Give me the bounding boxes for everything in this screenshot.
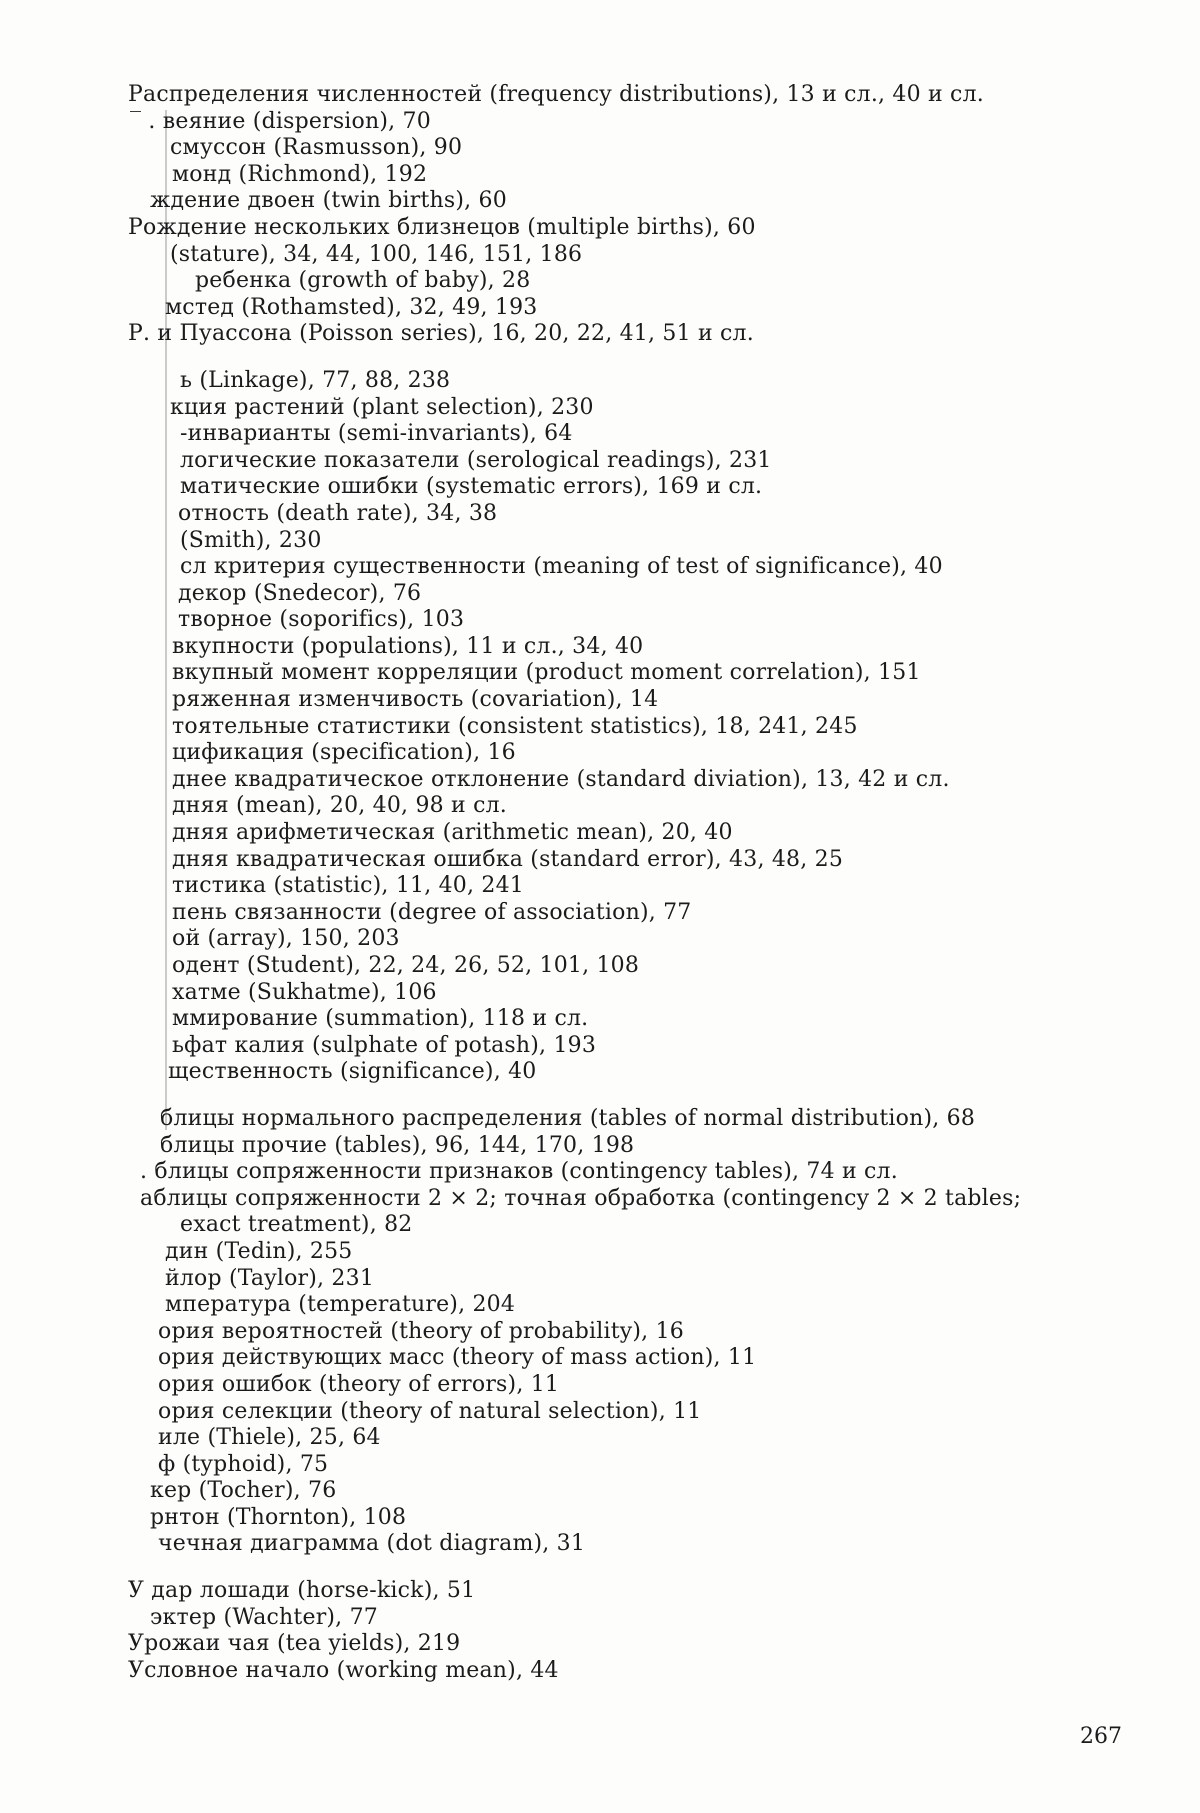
index-entry: одент (Student), 22, 24, 26, 52, 101, 108 xyxy=(172,953,640,978)
index-entry: пень связанности (degree of association), 77 xyxy=(172,899,692,925)
index-entry: цификация (specification), 16 xyxy=(172,740,516,766)
index-entry: У дар лошади (horse-kick), 51 xyxy=(128,1578,476,1604)
section-gap xyxy=(0,1558,1160,1578)
index-entry: монд (Richmond), 192 xyxy=(172,161,428,187)
section-gap xyxy=(0,1086,1160,1106)
index-entry: ой (array), 150, 203 xyxy=(172,926,400,952)
index-entry: сл критерия существенности (meaning of test of significance), 40 xyxy=(180,554,943,580)
index-entry: ория селекции (theory of natural selection), 11 xyxy=(158,1398,702,1424)
index-entry: тоятельные статистики (consistent statistics), 18, 241, 245 xyxy=(172,713,858,739)
index-entry: логические показатели (serological readings), 231 xyxy=(180,447,772,473)
index-entry: вкупный момент корреляции (product moment correlation), 151 xyxy=(172,660,921,686)
index-entry: блицы нормального распределения (tables of normal distribution), 68 xyxy=(160,1105,976,1131)
index-entry: эктер (Wachter), 77 xyxy=(150,1604,378,1630)
index-entry: ряженная изменчивость (covariation), 14 xyxy=(172,687,659,713)
index-entry: дняя арифметическая (arithmetic mean), 20, 40 xyxy=(172,820,733,846)
index-entry: рнтон (Thornton), 108 xyxy=(150,1504,407,1530)
page-number: 267 xyxy=(1080,1724,1122,1749)
index-entry: (stature), 34, 44, 100, 146, 151, 186 xyxy=(170,241,583,267)
index-entry: ория действующих масс (theory of mass action), 11 xyxy=(158,1345,757,1371)
index-entry: ь (Linkage), 77, 88, 238 xyxy=(180,367,451,393)
index-entry: йлор (Taylor), 231 xyxy=(165,1265,375,1291)
index-entry: дняя (mean), 20, 40, 98 и сл. xyxy=(172,793,507,819)
section-gap xyxy=(0,348,1160,368)
index-entry: вкупности (populations), 11 и сл., 34, 40 xyxy=(172,633,644,659)
index-entry: ммирование (summation), 118 и сл. xyxy=(172,1006,589,1032)
index-entry: Урожаи чая (tea yields), 219 xyxy=(128,1631,461,1657)
index-entry: дин (Tedin), 255 xyxy=(165,1238,353,1264)
index-entry: дняя квадратическая ошибка (standard error), 43, 48, 25 xyxy=(172,846,844,872)
index-entry: Рождение нескольких близнецов (multiple births), 60 xyxy=(128,214,756,240)
index-entry: аблицы сопряженности 2 × 2; точная обработка (contingency 2 × 2 tables; xyxy=(140,1185,1022,1211)
index-entry: мстед (Rothamsted), 32, 49, 193 xyxy=(165,294,538,320)
index-entry: творное (soporifics), 103 xyxy=(178,607,465,633)
index-entry: кция растений (plant selection), 230 xyxy=(170,394,594,420)
index-entry: Распределения численностей (frequency distributions), 13 и сл., 40 и сл. xyxy=(128,82,984,107)
index-entry: ория ошибок (theory of errors), 11 xyxy=(158,1371,560,1397)
index-entry: ория вероятностей (theory of probability), 16 xyxy=(158,1318,684,1344)
index-entry: блицы прочие (tables), 96, 144, 170, 198 xyxy=(160,1132,635,1158)
index-entry: смуссон (Rasmusson), 90 xyxy=(170,135,463,161)
index-entry: Условное начало (working mean), 44 xyxy=(128,1657,559,1683)
index-entry: мпература (temperature), 204 xyxy=(165,1292,516,1318)
index-entry: матические ошибки (systematic errors), 169 и сл. xyxy=(180,474,763,500)
index-entry: щественность (significance), 40 xyxy=(168,1059,537,1085)
index-entry: ребенка (growth of baby), 28 xyxy=(195,268,531,294)
index-entry: декор (Snedecor), 76 xyxy=(178,580,422,606)
index-entry: ф (typhoid), 75 xyxy=(158,1451,329,1477)
subject-index xyxy=(0,82,1160,1684)
index-entry: отность (death rate), 34, 38 xyxy=(178,500,498,526)
index-entry: ждение двоен (twin births), 60 xyxy=(150,188,507,214)
index-entry: . блицы сопряженности признаков (contingency tables), 74 и сл. xyxy=(140,1159,898,1185)
index-entry: Р. и Пуассона (Poisson series), 16, 20, 22, 41, 51 и сл. xyxy=(128,321,754,347)
index-entry: иле (Thiele), 25, 64 xyxy=(158,1425,381,1451)
index-entry: -инварианты (semi-invariants), 64 xyxy=(180,421,573,447)
index-entry: кер (Tocher), 76 xyxy=(150,1478,337,1504)
index-entry: (Smith), 230 xyxy=(180,527,322,553)
index-entry: чечная диаграмма (dot diagram), 31 xyxy=(158,1531,586,1557)
index-entry: днее квадратическое отклонение (standard diviation), 13, 42 и сл. xyxy=(172,766,950,792)
index-entry: ‾ . веяние (dispersion), 70 xyxy=(130,108,431,134)
index-entry: тистика (statistic), 11, 40, 241 xyxy=(172,873,524,899)
index-entry: хатме (Sukhatme), 106 xyxy=(172,979,437,1005)
index-entry: ьфат калия (sulphate of potash), 193 xyxy=(172,1032,597,1058)
index-entry: exact treatment), 82 xyxy=(180,1212,413,1238)
